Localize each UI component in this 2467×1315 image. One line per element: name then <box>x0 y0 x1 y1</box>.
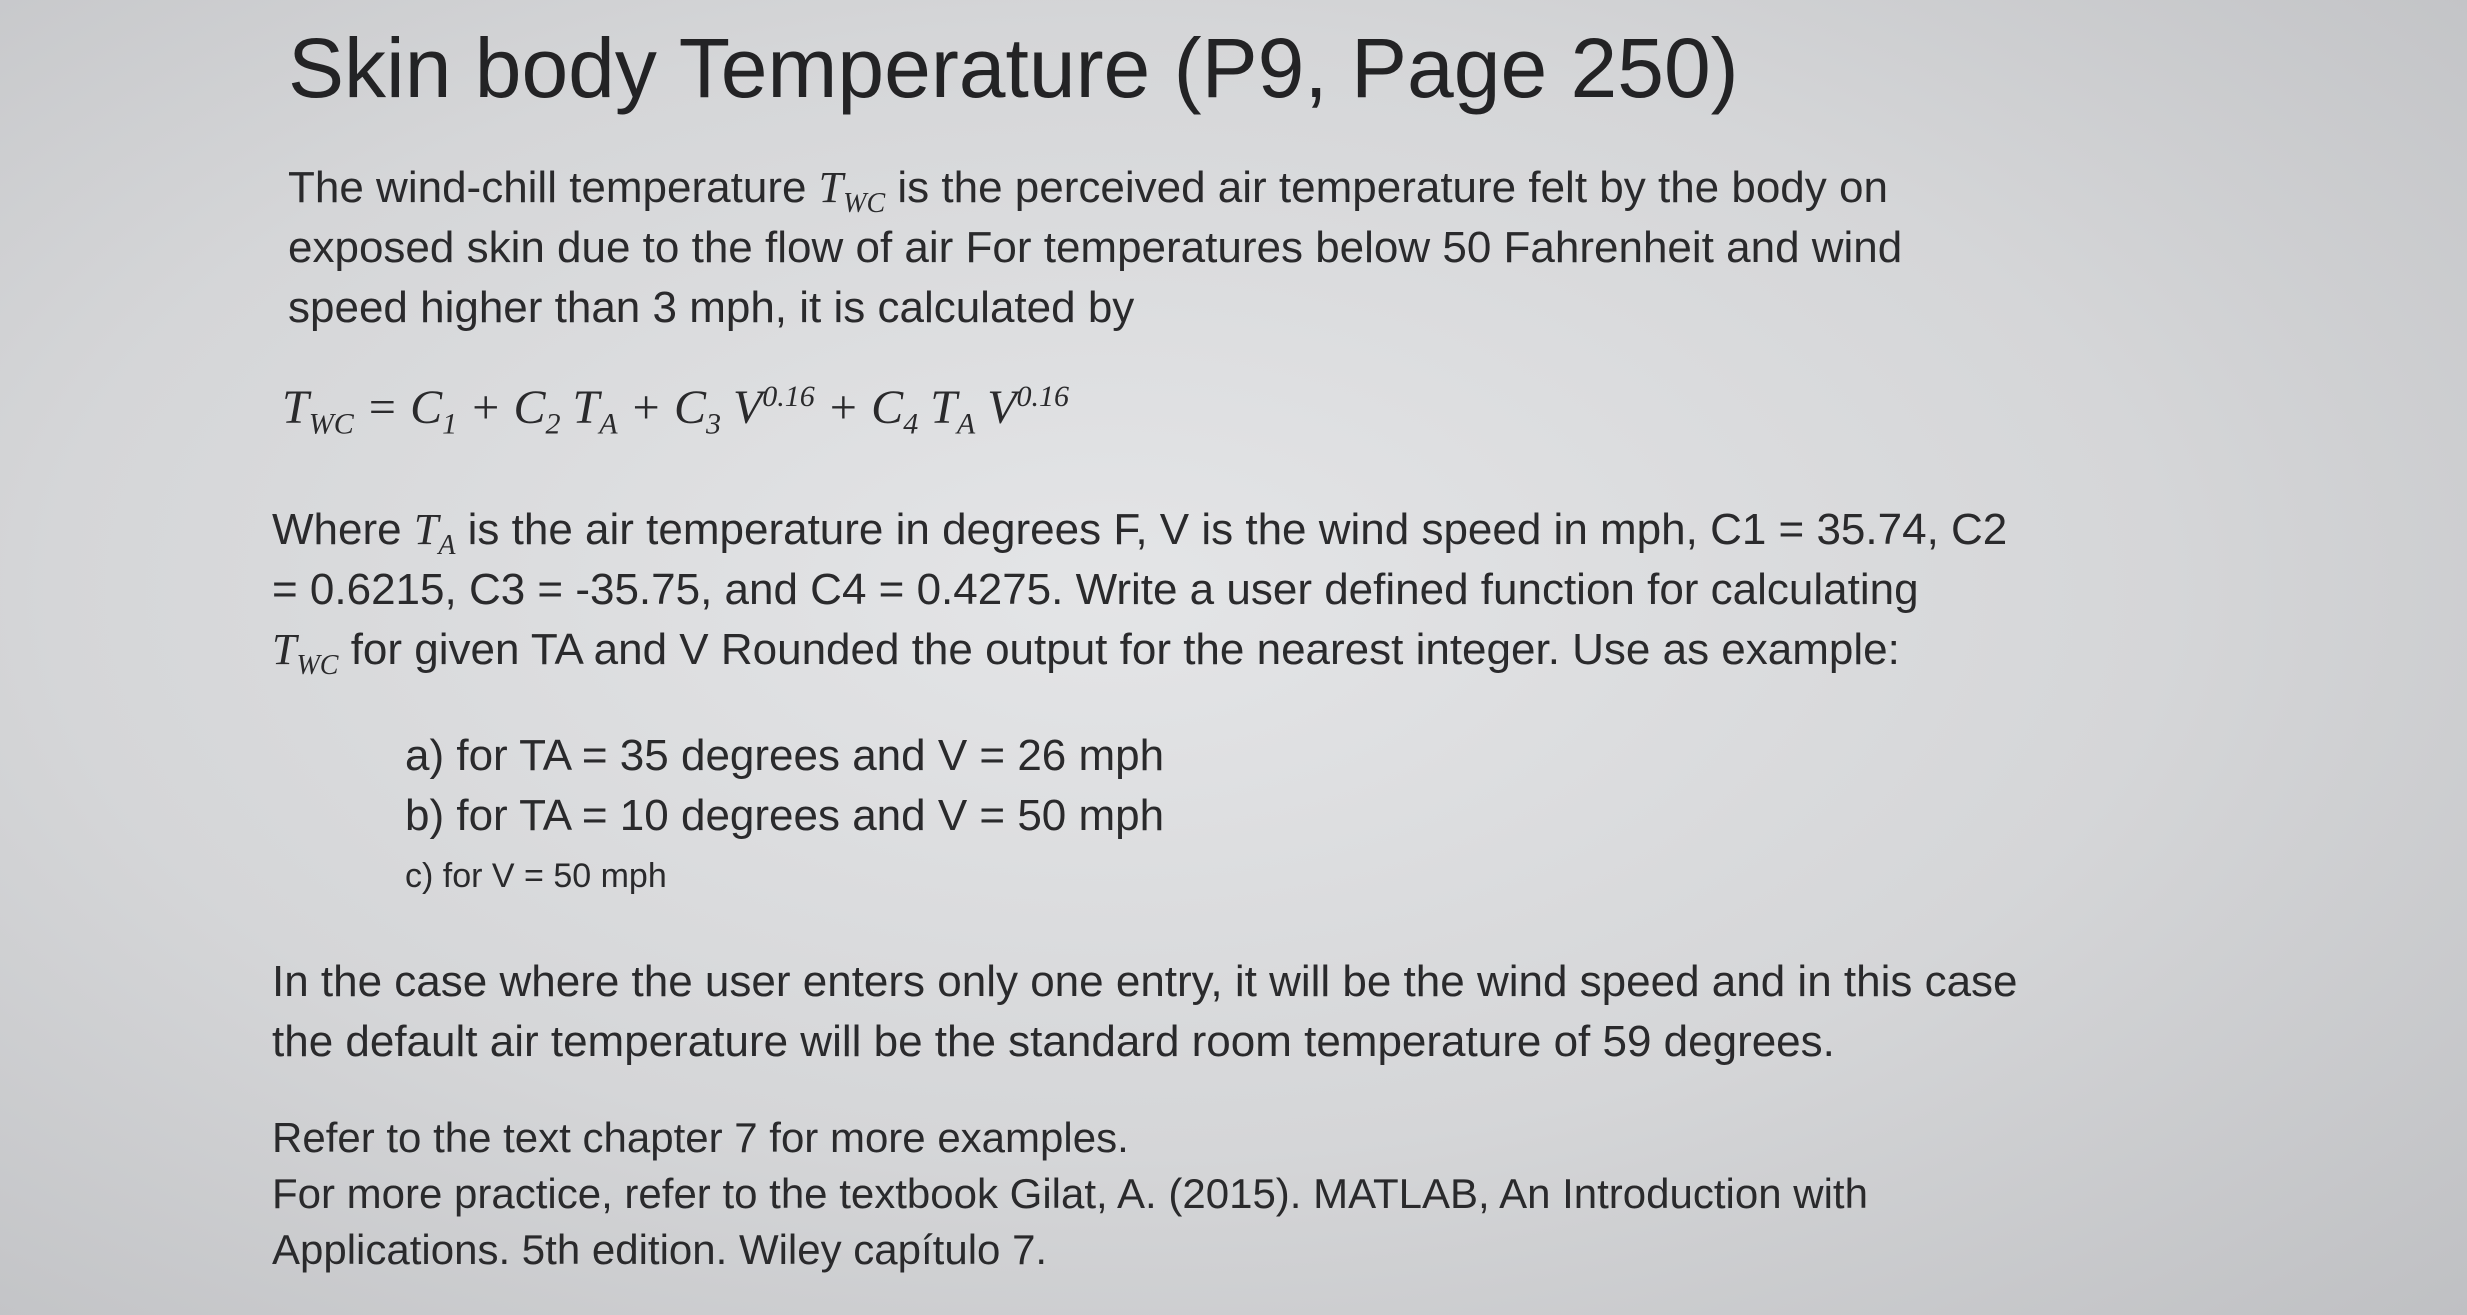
wind-chill-formula: $T_{WC} = C_1 + C_2$ $T_A + C_3$ $V^{0.16} + C_4$ $T_A$ $V^{0.16}$ <box>282 380 1070 441</box>
definitions-line-3: $T_{WC}$ for given TA and V Rounded the output for the nearest integer. Use as example: <box>272 625 1900 681</box>
intro-line-3: speed higher than 3 mph, it is calculated by <box>288 283 1135 332</box>
references-line-3: Applications. 5th edition. Wiley capítulo 7. <box>272 1226 1048 1273</box>
intro-paragraph <box>288 158 1902 338</box>
page-title: Skin body Temperature (P9, Page 250) <box>288 21 1739 115</box>
list-item: b) for TA = 10 degrees and V = 50 mph <box>405 791 1165 840</box>
examples-list <box>405 726 1164 906</box>
twc-symbol: $T_{WC}$ <box>272 625 339 681</box>
intro-line-2: exposed skin due to the flow of air For temperatures below 50 Fahrenheit and wind <box>288 223 1903 272</box>
intro-line-1: The wind-chill temperature $T_{WC}$ is the perceived air temperature felt by the body on <box>288 163 1888 219</box>
twc-symbol: $T_{WC}$ <box>818 163 886 219</box>
note-paragraph <box>272 952 2018 1072</box>
ta-symbol: $T_A$ <box>413 505 456 561</box>
references-paragraph <box>272 1110 1868 1278</box>
note-line-2: the default air temperature will be the standard room temperature of 59 degrees. <box>272 1017 1835 1066</box>
list-item: c) for V = 50 mph <box>405 857 667 895</box>
note-line-1: In the case where the user enters only one entry, it will be the wind speed and in this case <box>272 957 2018 1006</box>
definitions-line-2: = 0.6215, C3 = -35.75, and C4 = 0.4275. Write a user defined function for calculating <box>272 565 1919 614</box>
list-item: a) for TA = 35 degrees and V = 26 mph <box>405 731 1165 780</box>
references-line-1: Refer to the text chapter 7 for more examples. <box>272 1114 1129 1161</box>
definitions-line-1: Where $T_A$ is the air temperature in degrees F, V is the wind speed in mph, C1 = 35.74, C2 <box>272 505 2008 561</box>
definitions-paragraph <box>272 500 2007 680</box>
references-line-2: For more practice, refer to the textbook Gilat, A. (2015). MATLAB, An Introduction with <box>272 1170 1868 1217</box>
